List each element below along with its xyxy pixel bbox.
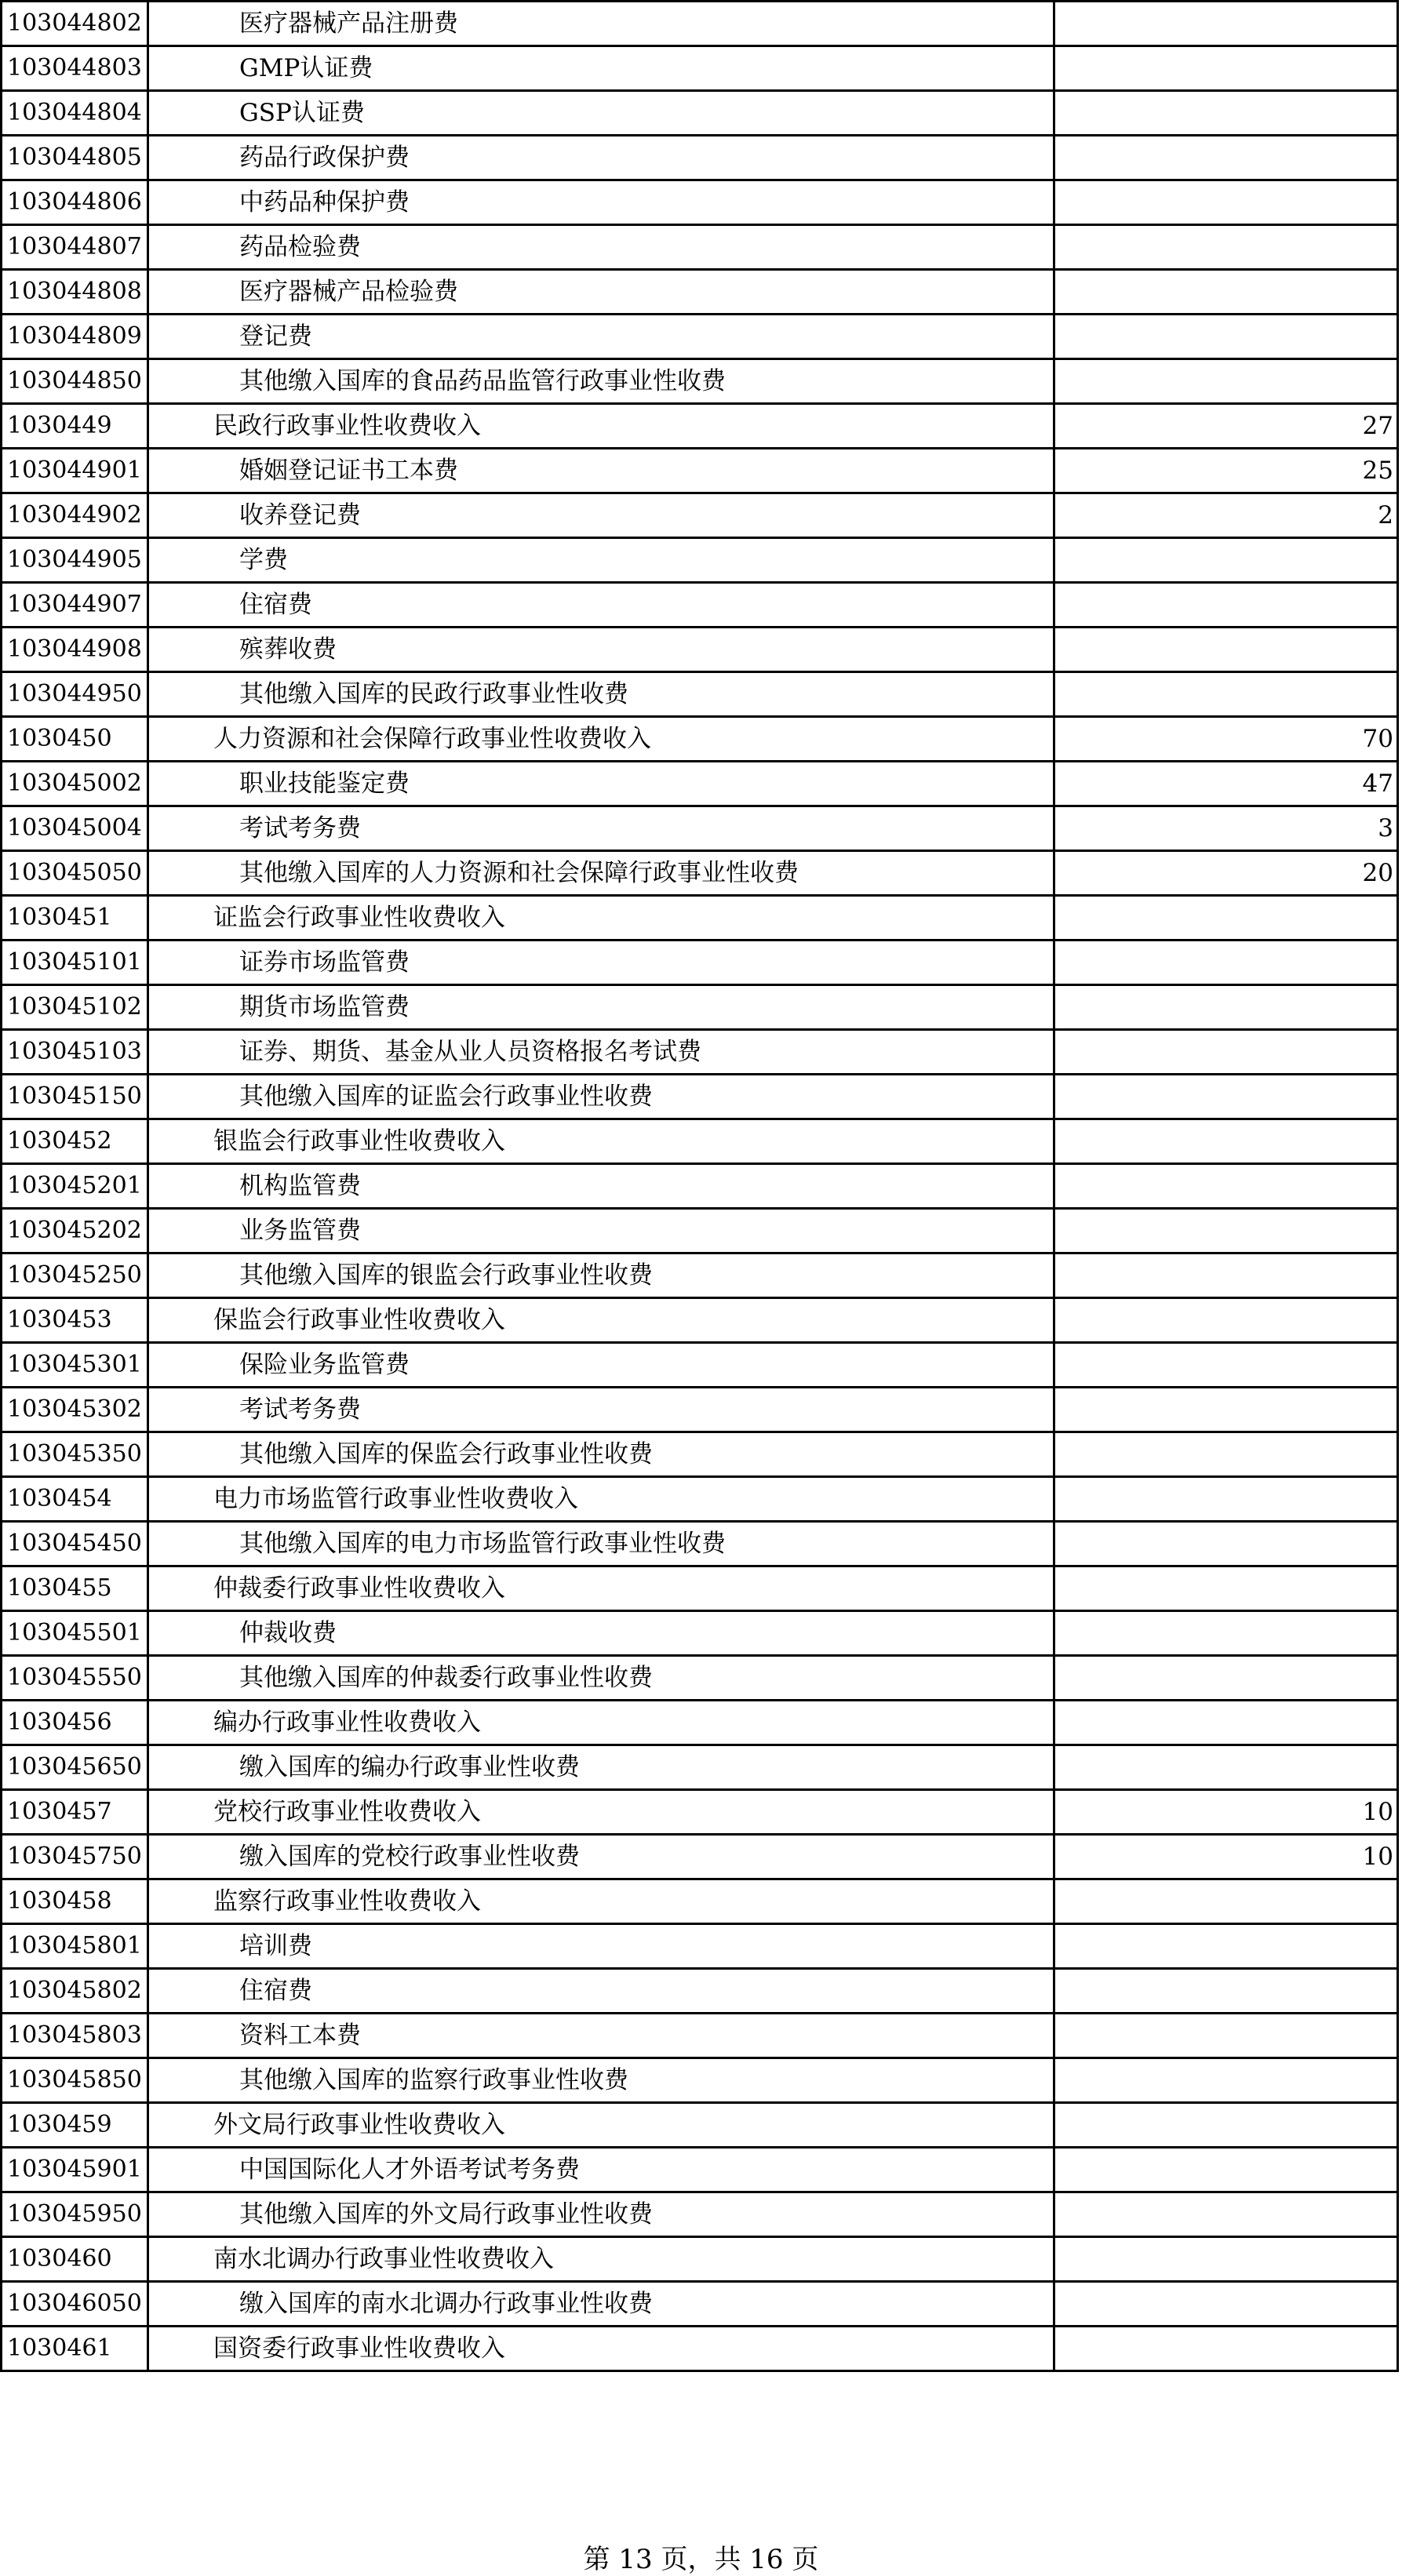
amount-cell xyxy=(1054,91,1398,136)
subject-code-cell: 1030450 xyxy=(2,717,148,762)
subject-code-cell: 103044901 xyxy=(2,449,148,493)
table-row xyxy=(2,1432,1398,1477)
table-row xyxy=(2,180,1398,225)
subject-name-cell: 电力市场监管行政事业性收费收入 xyxy=(148,1477,1054,1522)
amount-cell xyxy=(1054,1701,1398,1745)
amount-cell xyxy=(1054,896,1398,941)
amount-cell xyxy=(1054,2,1398,46)
amount-cell xyxy=(1054,46,1398,91)
amount-cell xyxy=(1054,225,1398,270)
subject-code-cell: 103044908 xyxy=(2,628,148,672)
subject-code-cell: 103045802 xyxy=(2,1969,148,2014)
amount-cell xyxy=(1054,1745,1398,1790)
subject-name-cell: 其他缴入国库的人力资源和社会保障行政事业性收费 xyxy=(148,851,1054,896)
subject-name-cell: 缴入国库的编办行政事业性收费 xyxy=(148,1745,1054,1790)
amount-cell xyxy=(1054,1164,1398,1209)
subject-name-cell: 资料工本费 xyxy=(148,2014,1054,2058)
subject-name-cell: 缴入国库的南水北调办行政事业性收费 xyxy=(148,2282,1054,2327)
subject-name-cell: 南水北调办行政事业性收费收入 xyxy=(148,2237,1054,2282)
subject-name-cell: 中国国际化人才外语考试考务费 xyxy=(148,2148,1054,2192)
subject-name-cell: 其他缴入国库的电力市场监管行政事业性收费 xyxy=(148,1522,1054,1566)
subject-code-cell: 1030453 xyxy=(2,1298,148,1343)
table-row xyxy=(2,449,1398,493)
amount-cell: 47 xyxy=(1054,762,1398,806)
category-row xyxy=(2,2237,1398,2282)
table-row xyxy=(2,1835,1398,1879)
subject-code-cell: 103044803 xyxy=(2,46,148,91)
subject-code-cell: 103045801 xyxy=(2,1924,148,1969)
subject-code-cell: 103045550 xyxy=(2,1656,148,1701)
table-row xyxy=(2,628,1398,672)
subject-name-cell: 职业技能鉴定费 xyxy=(148,762,1054,806)
table-row xyxy=(2,583,1398,628)
subject-code-cell: 103045103 xyxy=(2,1030,148,1075)
subject-code-cell: 103044809 xyxy=(2,315,148,359)
subject-code-cell: 103045002 xyxy=(2,762,148,806)
table-row xyxy=(2,91,1398,136)
subject-name-cell: 其他缴入国库的仲裁委行政事业性收费 xyxy=(148,1656,1054,1701)
amount-cell xyxy=(1054,1119,1398,1164)
subject-code-cell: 1030460 xyxy=(2,2237,148,2282)
table-row xyxy=(2,762,1398,806)
subject-code-cell: 103045302 xyxy=(2,1388,148,1432)
subject-code-cell: 103045250 xyxy=(2,1253,148,1298)
table-row xyxy=(2,941,1398,985)
subject-code-cell: 103045150 xyxy=(2,1075,148,1119)
subject-code-cell: 1030454 xyxy=(2,1477,148,1522)
subject-name-cell: 党校行政事业性收费收入 xyxy=(148,1790,1054,1835)
subject-name-cell: 登记费 xyxy=(148,315,1054,359)
subject-code-cell: 103045004 xyxy=(2,806,148,851)
category-row xyxy=(2,1298,1398,1343)
category-row xyxy=(2,2103,1398,2148)
amount-cell xyxy=(1054,315,1398,359)
subject-code-cell: 1030457 xyxy=(2,1790,148,1835)
subject-name-cell: 仲裁委行政事业性收费收入 xyxy=(148,1566,1054,1611)
subject-code-cell: 103045803 xyxy=(2,2014,148,2058)
table-row xyxy=(2,359,1398,404)
category-row xyxy=(2,1701,1398,1745)
amount-cell xyxy=(1054,672,1398,717)
amount-cell xyxy=(1054,628,1398,672)
subject-code-cell: 103044807 xyxy=(2,225,148,270)
subject-name-cell: 药品行政保护费 xyxy=(148,136,1054,180)
amount-cell: 27 xyxy=(1054,404,1398,449)
table-row xyxy=(2,1522,1398,1566)
table-row xyxy=(2,1164,1398,1209)
subject-name-cell: GMP认证费 xyxy=(148,46,1054,91)
amount-cell xyxy=(1054,2148,1398,2192)
subject-code-cell: 103044804 xyxy=(2,91,148,136)
subject-code-cell: 1030452 xyxy=(2,1119,148,1164)
subject-name-cell: 银监会行政事业性收费收入 xyxy=(148,1119,1054,1164)
category-row xyxy=(2,404,1398,449)
amount-cell: 70 xyxy=(1054,717,1398,762)
subject-code-cell: 1030458 xyxy=(2,1879,148,1924)
table-row xyxy=(2,2,1398,46)
amount-cell xyxy=(1054,1209,1398,1253)
subject-name-cell: 保险业务监管费 xyxy=(148,1343,1054,1388)
amount-cell xyxy=(1054,270,1398,315)
amount-cell xyxy=(1054,941,1398,985)
subject-code-cell: 103044950 xyxy=(2,672,148,717)
subject-code-cell: 103045350 xyxy=(2,1432,148,1477)
subject-name-cell: 国资委行政事业性收费收入 xyxy=(148,2327,1054,2371)
subject-code-cell: 103045301 xyxy=(2,1343,148,1388)
subject-code-cell: 103045950 xyxy=(2,2192,148,2237)
amount-cell xyxy=(1054,985,1398,1030)
subject-code-cell: 103044907 xyxy=(2,583,148,628)
amount-cell xyxy=(1054,1656,1398,1701)
subject-name-cell: 机构监管费 xyxy=(148,1164,1054,1209)
amount-cell: 2 xyxy=(1054,493,1398,538)
amount-cell: 10 xyxy=(1054,1835,1398,1879)
table-row xyxy=(2,1969,1398,2014)
subject-code-cell: 103044802 xyxy=(2,2,148,46)
table-row xyxy=(2,1343,1398,1388)
subject-name-cell: 考试考务费 xyxy=(148,806,1054,851)
subject-name-cell: 药品检验费 xyxy=(148,225,1054,270)
table-row xyxy=(2,1745,1398,1790)
subject-name-cell: 考试考务费 xyxy=(148,1388,1054,1432)
subject-code-cell: 103044850 xyxy=(2,359,148,404)
amount-cell: 3 xyxy=(1054,806,1398,851)
category-row xyxy=(2,1119,1398,1164)
amount-cell xyxy=(1054,1477,1398,1522)
table-row xyxy=(2,315,1398,359)
amount-cell xyxy=(1054,359,1398,404)
subject-name-cell: 其他缴入国库的民政行政事业性收费 xyxy=(148,672,1054,717)
amount-cell xyxy=(1054,2237,1398,2282)
subject-name-cell: 仲裁收费 xyxy=(148,1611,1054,1656)
subject-code-cell: 103046050 xyxy=(2,2282,148,2327)
subject-name-cell: 民政行政事业性收费收入 xyxy=(148,404,1054,449)
subject-name-cell: 收养登记费 xyxy=(148,493,1054,538)
table-row xyxy=(2,225,1398,270)
subject-code-cell: 103044905 xyxy=(2,538,148,583)
table-row xyxy=(2,1924,1398,1969)
category-row xyxy=(2,1566,1398,1611)
category-row xyxy=(2,1879,1398,1924)
subject-code-cell: 103045501 xyxy=(2,1611,148,1656)
subject-name-cell: 外文局行政事业性收费收入 xyxy=(148,2103,1054,2148)
subject-name-cell: 证券、期货、基金从业人员资格报名考试费 xyxy=(148,1030,1054,1075)
amount-cell xyxy=(1054,1253,1398,1298)
amount-cell xyxy=(1054,1298,1398,1343)
subject-code-cell: 103045050 xyxy=(2,851,148,896)
subject-code-cell: 1030456 xyxy=(2,1701,148,1745)
subject-name-cell: 医疗器械产品检验费 xyxy=(148,270,1054,315)
subject-name-cell: 其他缴入国库的银监会行政事业性收费 xyxy=(148,1253,1054,1298)
table-row xyxy=(2,985,1398,1030)
subject-name-cell: 其他缴入国库的证监会行政事业性收费 xyxy=(148,1075,1054,1119)
page-footer: 第 13 页，共 16 页 xyxy=(583,2544,819,2575)
amount-cell xyxy=(1054,1566,1398,1611)
amount-cell xyxy=(1054,1522,1398,1566)
subject-code-cell: 103045202 xyxy=(2,1209,148,1253)
table-row xyxy=(2,1209,1398,1253)
subject-name-cell: 证监会行政事业性收费收入 xyxy=(148,896,1054,941)
revenue-table-body xyxy=(2,2,1398,2371)
subject-code-cell: 103045450 xyxy=(2,1522,148,1566)
amount-cell: 25 xyxy=(1054,449,1398,493)
table-row xyxy=(2,1388,1398,1432)
amount-cell xyxy=(1054,1432,1398,1477)
amount-cell xyxy=(1054,2014,1398,2058)
table-row xyxy=(2,851,1398,896)
subject-code-cell: 103044902 xyxy=(2,493,148,538)
amount-cell xyxy=(1054,2327,1398,2371)
subject-name-cell: 其他缴入国库的食品药品监管行政事业性收费 xyxy=(148,359,1054,404)
amount-cell xyxy=(1054,583,1398,628)
amount-cell xyxy=(1054,180,1398,225)
table-row xyxy=(2,2058,1398,2103)
table-row xyxy=(2,46,1398,91)
table-row xyxy=(2,2014,1398,2058)
table-row xyxy=(2,1253,1398,1298)
amount-cell xyxy=(1054,1924,1398,1969)
amount-cell xyxy=(1054,2103,1398,2148)
table-row xyxy=(2,1030,1398,1075)
subject-name-cell: 住宿费 xyxy=(148,583,1054,628)
amount-cell xyxy=(1054,1611,1398,1656)
subject-name-cell: 住宿费 xyxy=(148,1969,1054,2014)
subject-name-cell: 婚姻登记证书工本费 xyxy=(148,449,1054,493)
table-row xyxy=(2,1611,1398,1656)
amount-cell xyxy=(1054,538,1398,583)
subject-code-cell: 103045102 xyxy=(2,985,148,1030)
subject-name-cell: 其他缴入国库的外文局行政事业性收费 xyxy=(148,2192,1054,2237)
subject-code-cell: 1030451 xyxy=(2,896,148,941)
subject-name-cell: 学费 xyxy=(148,538,1054,583)
table-row xyxy=(2,2192,1398,2237)
subject-code-cell: 103045650 xyxy=(2,1745,148,1790)
category-row xyxy=(2,1790,1398,1835)
subject-name-cell: 医疗器械产品注册费 xyxy=(148,2,1054,46)
subject-code-cell: 1030461 xyxy=(2,2327,148,2371)
subject-name-cell: 其他缴入国库的保监会行政事业性收费 xyxy=(148,1432,1054,1477)
amount-cell xyxy=(1054,2192,1398,2237)
amount-cell xyxy=(1054,2058,1398,2103)
subject-name-cell: GSP认证费 xyxy=(148,91,1054,136)
subject-code-cell: 103045750 xyxy=(2,1835,148,1879)
subject-code-cell: 103045901 xyxy=(2,2148,148,2192)
subject-name-cell: 编办行政事业性收费收入 xyxy=(148,1701,1054,1745)
subject-name-cell: 监察行政事业性收费收入 xyxy=(148,1879,1054,1924)
amount-cell: 20 xyxy=(1054,851,1398,896)
category-row xyxy=(2,2327,1398,2371)
category-row xyxy=(2,1477,1398,1522)
amount-cell: 10 xyxy=(1054,1790,1398,1835)
table-row xyxy=(2,1656,1398,1701)
table-row xyxy=(2,270,1398,315)
table-row xyxy=(2,2282,1398,2327)
category-row xyxy=(2,717,1398,762)
amount-cell xyxy=(1054,1343,1398,1388)
category-row xyxy=(2,896,1398,941)
subject-code-cell: 103044808 xyxy=(2,270,148,315)
amount-cell xyxy=(1054,2282,1398,2327)
subject-code-cell: 103044806 xyxy=(2,180,148,225)
table-row xyxy=(2,806,1398,851)
subject-code-cell: 1030459 xyxy=(2,2103,148,2148)
table-row xyxy=(2,493,1398,538)
amount-cell xyxy=(1054,1030,1398,1075)
subject-name-cell: 人力资源和社会保障行政事业性收费收入 xyxy=(148,717,1054,762)
table-row xyxy=(2,672,1398,717)
subject-name-cell: 证券市场监管费 xyxy=(148,941,1054,985)
subject-name-cell: 培训费 xyxy=(148,1924,1054,1969)
amount-cell xyxy=(1054,1969,1398,2014)
amount-cell xyxy=(1054,136,1398,180)
table-row xyxy=(2,1075,1398,1119)
amount-cell xyxy=(1054,1075,1398,1119)
subject-name-cell: 业务监管费 xyxy=(148,1209,1054,1253)
table-row xyxy=(2,2148,1398,2192)
table-row xyxy=(2,538,1398,583)
subject-name-cell: 其他缴入国库的监察行政事业性收费 xyxy=(148,2058,1054,2103)
subject-name-cell: 中药品种保护费 xyxy=(148,180,1054,225)
subject-code-cell: 103045201 xyxy=(2,1164,148,1209)
subject-code-cell: 103045101 xyxy=(2,941,148,985)
subject-name-cell: 保监会行政事业性收费收入 xyxy=(148,1298,1054,1343)
subject-code-cell: 1030449 xyxy=(2,404,148,449)
subject-code-cell: 103045850 xyxy=(2,2058,148,2103)
subject-code-cell: 103044805 xyxy=(2,136,148,180)
subject-name-cell: 缴入国库的党校行政事业性收费 xyxy=(148,1835,1054,1879)
subject-name-cell: 期货市场监管费 xyxy=(148,985,1054,1030)
subject-code-cell: 1030455 xyxy=(2,1566,148,1611)
amount-cell xyxy=(1054,1879,1398,1924)
amount-cell xyxy=(1054,1388,1398,1432)
table-row xyxy=(2,136,1398,180)
subject-name-cell: 殡葬收费 xyxy=(148,628,1054,672)
